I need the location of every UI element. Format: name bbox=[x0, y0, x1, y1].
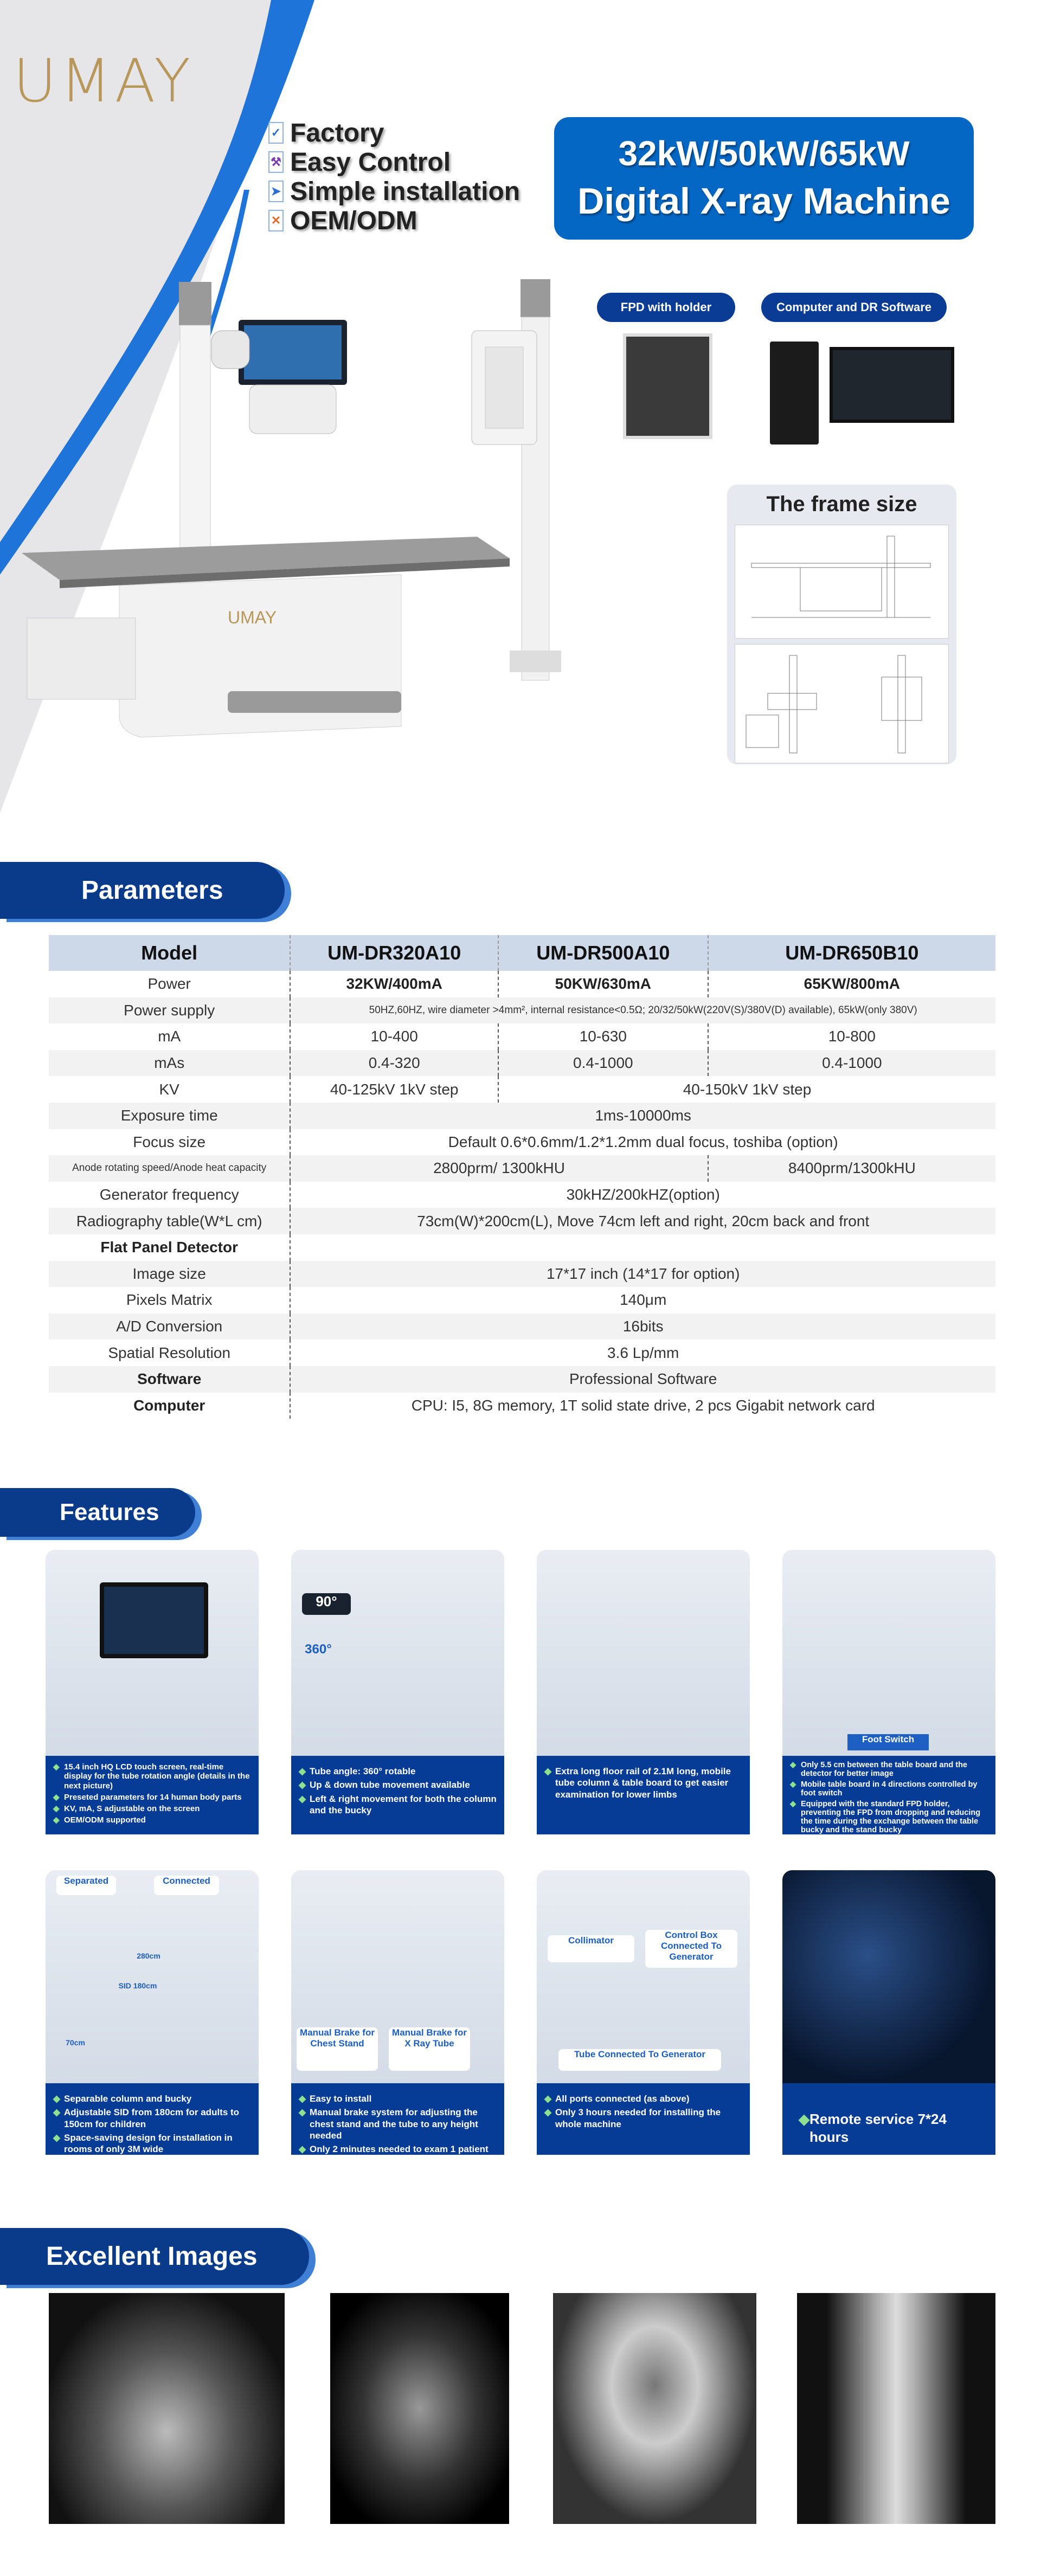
param-label: mAs bbox=[49, 1050, 290, 1077]
feature-image bbox=[46, 1870, 259, 2083]
xray-knee-image bbox=[797, 2293, 995, 2524]
feature-caption bbox=[291, 2083, 504, 2155]
param-value: 32KW/400mA bbox=[290, 971, 498, 997]
feature-image bbox=[537, 1870, 750, 2083]
param-value: 30kHZ/200kHZ(option) bbox=[290, 1182, 995, 1208]
parameters-banner: Parameters bbox=[0, 862, 285, 919]
feature-image bbox=[537, 1550, 750, 1756]
feature-card bbox=[46, 1550, 259, 1834]
feature-bullet: ◆ Easy to install bbox=[299, 2093, 497, 2104]
table-row bbox=[49, 1339, 995, 1366]
feature-bullet: ◆ Space-saving design for installation in rooms of only 3M wide bbox=[53, 2132, 251, 2155]
oem-icon: ✕ bbox=[268, 210, 284, 231]
frame-drawing-front bbox=[735, 644, 949, 763]
param-value: 17*17 inch (14*17 for option) bbox=[290, 1261, 995, 1287]
param-value: 50KW/630mA bbox=[498, 971, 708, 997]
feature-bullet: ◆ Manual brake system for adjusting the chest stand and the tube to any height needed bbox=[299, 2107, 497, 2141]
shield-check-icon: ✓ bbox=[268, 122, 284, 144]
feature-card bbox=[46, 1870, 259, 2155]
excellent-images-banner: Excellent Images bbox=[0, 2228, 309, 2285]
feature-bullet: ◆ Only 5.5 cm between the table board and the detector for better image bbox=[790, 1761, 988, 1779]
feature-card bbox=[782, 1870, 995, 2155]
feature-image-label: Collimator bbox=[548, 1935, 634, 1962]
parameters-table bbox=[49, 935, 995, 1419]
feature-bullet: ◆ Extra long floor rail of 2.1M long, mobile tube column & table board to get easier examination for lower limbs bbox=[544, 1766, 742, 1800]
feature-bullet: ◆ Separable column and bucky bbox=[53, 2093, 251, 2104]
param-value: 0.4-320 bbox=[290, 1050, 498, 1077]
param-value: 73cm(W)*200cm(L), Move 74cm left and right, 20cm back and front bbox=[290, 1208, 995, 1234]
param-value: 2800prm/ 1300kHU bbox=[290, 1155, 708, 1182]
feature-image-label: Control Box Connected To Generator bbox=[645, 1930, 737, 1968]
param-value: 3.6 Lp/mm bbox=[290, 1339, 995, 1366]
feature-bullet: ◆ All ports connected (as above) bbox=[544, 2093, 742, 2104]
feature-easy-control: ⚒ Easy Control bbox=[268, 147, 520, 177]
feature-image-label: Separated bbox=[56, 1876, 116, 1895]
param-value: 10-400 bbox=[290, 1023, 498, 1050]
fpd-image bbox=[623, 333, 712, 439]
param-label: Image size bbox=[49, 1261, 290, 1287]
feature-bullet: ◆ Remote service 7*24 hours bbox=[799, 2110, 988, 2146]
param-value: 10-630 bbox=[498, 1023, 708, 1050]
paper-plane-icon: ➤ bbox=[268, 181, 284, 202]
param-value: Professional Software bbox=[290, 1366, 995, 1393]
feature-bullet: ◆ OEM/ODM supported bbox=[53, 1815, 251, 1825]
table-row bbox=[49, 1129, 995, 1156]
feature-bullet: ◆ 15.4 inch HQ LCD touch screen, real-time display for the tube rotation angle (details in the next picture) bbox=[53, 1762, 251, 1791]
table-row bbox=[49, 1261, 995, 1287]
param-label: Focus size bbox=[133, 1133, 206, 1150]
feature-bullet: ◆ Tube angle: 360° rotable bbox=[299, 1766, 497, 1777]
param-value: 40-150kV 1kV step bbox=[498, 1076, 995, 1103]
feature-image-label: SID 180cm bbox=[118, 1981, 157, 1990]
hero-feature-list bbox=[268, 118, 520, 235]
param-value: 65KW/800mA bbox=[708, 971, 995, 997]
param-value bbox=[290, 1234, 995, 1261]
feature-image bbox=[46, 1550, 259, 1756]
param-label: A/D Conversion bbox=[49, 1313, 290, 1340]
fpd-label: FPD with holder bbox=[597, 293, 735, 322]
feature-bullet: ◆ Left & right movement for both the column and the bucky bbox=[299, 1793, 497, 1817]
param-value: Default 0.6*0.6mm/1.2*1.2mm dual focus, toshiba (option) bbox=[290, 1129, 995, 1156]
param-value: 40-125kV 1kV step bbox=[290, 1076, 498, 1103]
feature-caption bbox=[782, 2083, 995, 2155]
param-label: Power bbox=[147, 975, 191, 993]
feature-image-label: 280cm bbox=[137, 1952, 160, 1960]
param-value: 0.4-1000 bbox=[708, 1050, 995, 1077]
feature-image-label: Foot Switch bbox=[847, 1734, 929, 1750]
feature-caption bbox=[537, 2083, 750, 2155]
feature-caption bbox=[46, 2083, 259, 2155]
feature-simple-installation: ➤ Simple installation bbox=[268, 177, 520, 206]
frame-size-card: The frame size bbox=[727, 485, 956, 764]
machine-logo: UMAY bbox=[228, 608, 277, 627]
param-value: 10-800 bbox=[708, 1023, 995, 1050]
table-row bbox=[49, 1366, 995, 1393]
header-model: Model bbox=[49, 935, 290, 971]
feature-image-label: 360° bbox=[305, 1642, 332, 1657]
param-label: Exposure time bbox=[49, 1103, 290, 1129]
feature-image-label: Manual Brake for Chest Stand bbox=[297, 2027, 378, 2071]
param-label: mA bbox=[158, 1028, 181, 1045]
computer-tower-image bbox=[770, 342, 819, 445]
feature-bullet: ◆ Equipped with the standard FPD holder, preventing the FPD from dropping and reducing the time during the exchange between the table bucky and the stand bucky bbox=[790, 1800, 988, 1834]
table-row bbox=[49, 1076, 995, 1103]
param-label: Radiography table(W*L cm) bbox=[49, 1208, 290, 1234]
feature-card bbox=[291, 1870, 504, 2155]
feature-factory: ✓ Factory bbox=[268, 118, 520, 147]
feature-image-label: Connected bbox=[154, 1876, 219, 1895]
feature-caption bbox=[537, 1756, 750, 1834]
table-header-row bbox=[49, 935, 995, 971]
feature-card bbox=[537, 1870, 750, 2155]
feature-card bbox=[291, 1550, 504, 1834]
xray-spine-image bbox=[330, 2293, 509, 2524]
param-value: 0.4-1000 bbox=[498, 1050, 708, 1077]
feature-bullet: ◆ Mobile table board in 4 directions controlled by foot switch bbox=[790, 1781, 988, 1798]
header-model-2: UM-DR500A10 bbox=[498, 935, 708, 971]
param-label: Power supply bbox=[49, 997, 290, 1024]
table-row bbox=[49, 1287, 995, 1313]
param-value: 50HZ,60HZ, wire diameter >4mm², internal resistance<0.5Ω; 20/32/50kW(220V(S)/380V(D) available), 65kW(only 380V) bbox=[290, 997, 995, 1024]
feature-image bbox=[291, 1550, 504, 1756]
feature-bullet: ◆ Up & down tube movement available bbox=[299, 1779, 497, 1791]
table-row bbox=[49, 1023, 995, 1050]
table-row bbox=[49, 1050, 995, 1077]
xray-pelvis-image bbox=[49, 2293, 285, 2524]
feature-bullet: ◆ Only 3 hours needed for installing the whole machine bbox=[544, 2107, 742, 2130]
product-title: 32kW/50kW/65kW Digital X-ray Machine bbox=[554, 117, 974, 240]
frame-drawing-side bbox=[735, 525, 949, 639]
table-row bbox=[49, 1182, 995, 1208]
table-row bbox=[49, 971, 995, 997]
feature-image bbox=[782, 1550, 995, 1756]
table-row bbox=[49, 1208, 995, 1234]
param-label: Flat Panel Detector bbox=[100, 1239, 238, 1256]
param-label: Computer bbox=[133, 1396, 205, 1414]
param-value: 1ms-10000ms bbox=[290, 1103, 995, 1129]
param-label: Spatial Resolution bbox=[108, 1344, 231, 1361]
header-model-3: UM-DR650B10 bbox=[708, 935, 995, 971]
table-row bbox=[49, 997, 995, 1024]
feature-caption bbox=[291, 1756, 504, 1834]
param-label: KV bbox=[159, 1080, 179, 1098]
computer-label: Computer and DR Software bbox=[761, 293, 947, 322]
tools-icon: ⚒ bbox=[268, 151, 284, 173]
xray-machine-image bbox=[11, 271, 586, 781]
param-label: Anode rotating speed/Anode heat capacity bbox=[49, 1155, 290, 1182]
feature-image bbox=[291, 1870, 504, 2083]
feature-bullet: ◆ Only 2 minutes needed to exam 1 patient bbox=[299, 2143, 497, 2155]
feature-image-label: 70cm bbox=[66, 2038, 85, 2047]
feature-bullet: ◆ Preseted parameters for 14 human body parts bbox=[53, 1793, 251, 1802]
param-label: Generator frequency bbox=[99, 1186, 239, 1203]
feature-caption bbox=[782, 1756, 995, 1834]
monitor-image bbox=[830, 347, 954, 423]
header-model-1: UM-DR320A10 bbox=[290, 935, 498, 971]
param-value: CPU: I5, 8G memory, 1T solid state drive, 2 pcs Gigabit network card bbox=[290, 1393, 995, 1419]
feature-oem-odm: ✕ OEM/ODM bbox=[268, 206, 520, 235]
feature-caption bbox=[46, 1756, 259, 1834]
table-row bbox=[49, 1393, 995, 1419]
features-banner: Features bbox=[0, 1488, 195, 1537]
param-label: Pixels Matrix bbox=[126, 1291, 213, 1309]
table-row bbox=[49, 1103, 995, 1129]
feature-card bbox=[782, 1550, 995, 1834]
param-value: 8400prm/1300kHU bbox=[708, 1155, 995, 1182]
param-value: 16bits bbox=[290, 1313, 995, 1340]
table-row bbox=[49, 1313, 995, 1340]
table-row bbox=[49, 1155, 995, 1182]
feature-image-label: Manual Brake for X Ray Tube bbox=[389, 2027, 470, 2071]
feature-image-label: 90° bbox=[302, 1593, 351, 1615]
param-value: 140μm bbox=[290, 1287, 995, 1313]
feature-image-label: Tube Connected To Generator bbox=[558, 2049, 721, 2071]
brand-logo: UMAY bbox=[13, 46, 194, 115]
param-label: Software bbox=[49, 1366, 290, 1393]
feature-image bbox=[782, 1870, 995, 2083]
feature-card bbox=[537, 1550, 750, 1834]
xray-chest-image bbox=[553, 2293, 756, 2524]
feature-bullet: ◆ KV, mA, S adjustable on the screen bbox=[53, 1804, 251, 1813]
table-row bbox=[49, 1234, 995, 1261]
feature-bullet: ◆ Adjustable SID from 180cm for adults to 150cm for children bbox=[53, 2107, 251, 2130]
